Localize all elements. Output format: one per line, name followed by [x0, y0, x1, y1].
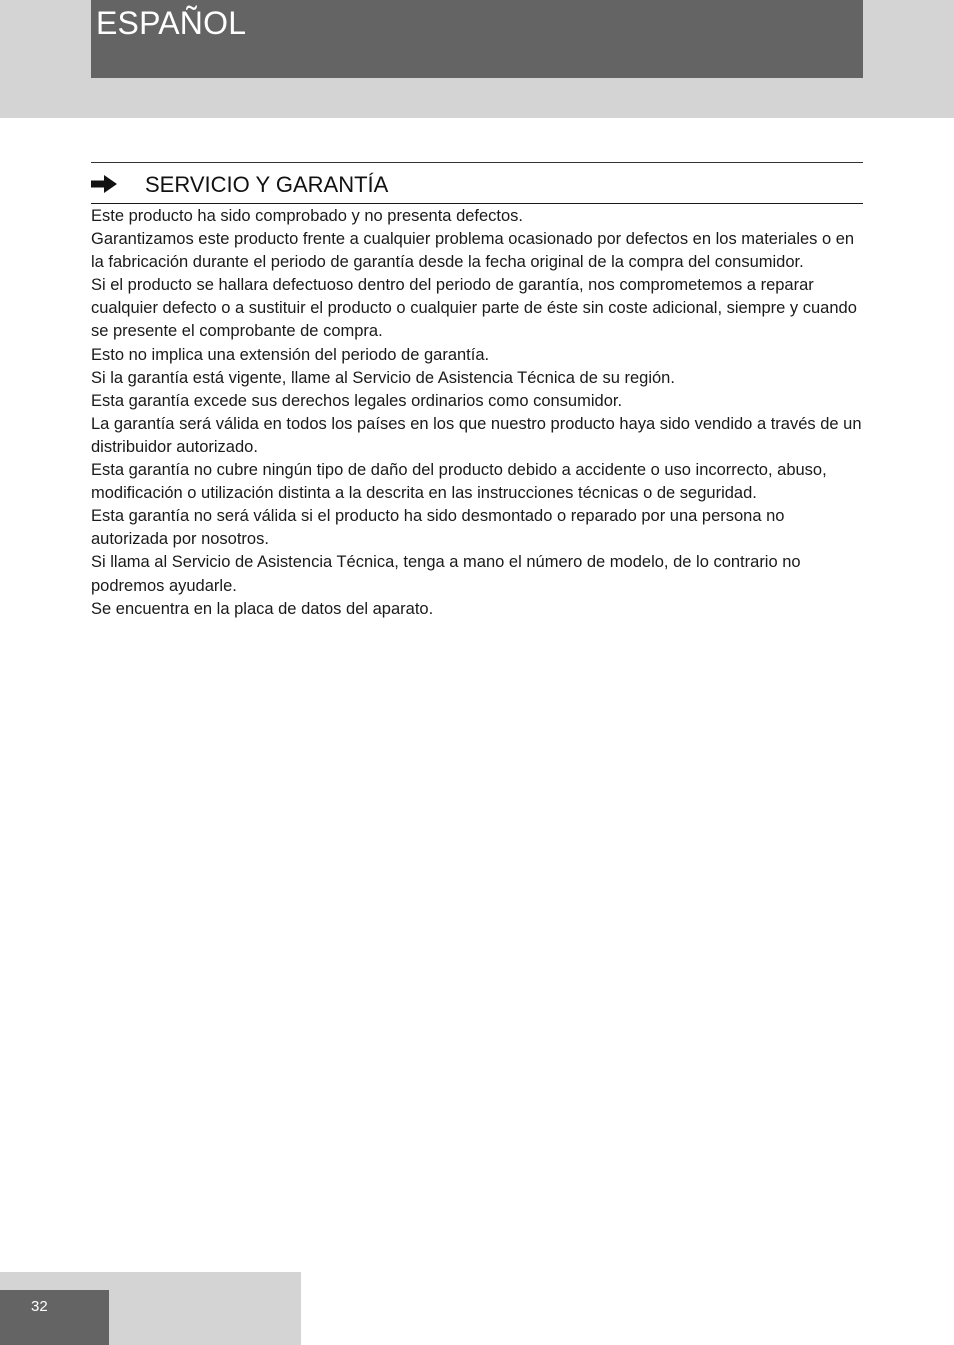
language-title: ESPAÑOL — [96, 5, 247, 41]
section-body — [91, 205, 863, 621]
page-number: 32 — [31, 1298, 48, 1315]
paragraph: Este producto ha sido comprobado y no presenta defectos. — [91, 207, 524, 225]
warranty-section — [91, 162, 863, 621]
paragraph: Esta garantía no será válida si el producto ha sido desmontado o reparado por una persona no autorizada por nosotros. — [91, 507, 785, 549]
paragraph: Si llama al Servicio de Asistencia Técnica, tenga a mano el número de modelo, de lo contrario no podremos ayudarle. — [91, 553, 801, 595]
page-number-box — [0, 1290, 109, 1345]
paragraph: Si el producto se hallara defectuoso dentro del periodo de garantía, nos comprometemos a reparar cualquier defecto o a sustituir el producto o cualquier parte de éste sin coste adicional, siempre y cuando se presente el comprobante de compra. — [91, 276, 857, 341]
section-header — [91, 162, 863, 204]
paragraph: Esto no implica una extensión del periodo de garantía. — [91, 345, 490, 364]
language-banner — [91, 0, 863, 78]
paragraph: Esta garantía no cubre ningún tipo de daño del producto debido a accidente o uso incorrecto, abuso, modificación o utilización distinta a la descrita en las instrucciones técnicas o de seguridad. — [91, 461, 827, 503]
section-title: SERVICIO Y GARANTÍA — [145, 172, 389, 197]
paragraph: Se encuentra en la placa de datos del aparato. — [91, 599, 434, 618]
paragraph: Esta garantía excede sus derechos legales ordinarios como consumidor. — [91, 391, 623, 410]
paragraph: Si la garantía está vigente, llame al Servicio de Asistencia Técnica de su región. — [91, 368, 675, 387]
paragraph: Garantizamos este producto frente a cualquier problema ocasionado por defectos en los materiales o en la fabricación durante el periodo de garantía desde la fecha original de la compra del consumidor. — [91, 230, 855, 272]
paragraph: La garantía será válida en todos los países en los que nuestro producto haya sido vendido a través de un distribuidor autorizado. — [91, 414, 862, 456]
arrow-right-icon — [91, 175, 117, 193]
